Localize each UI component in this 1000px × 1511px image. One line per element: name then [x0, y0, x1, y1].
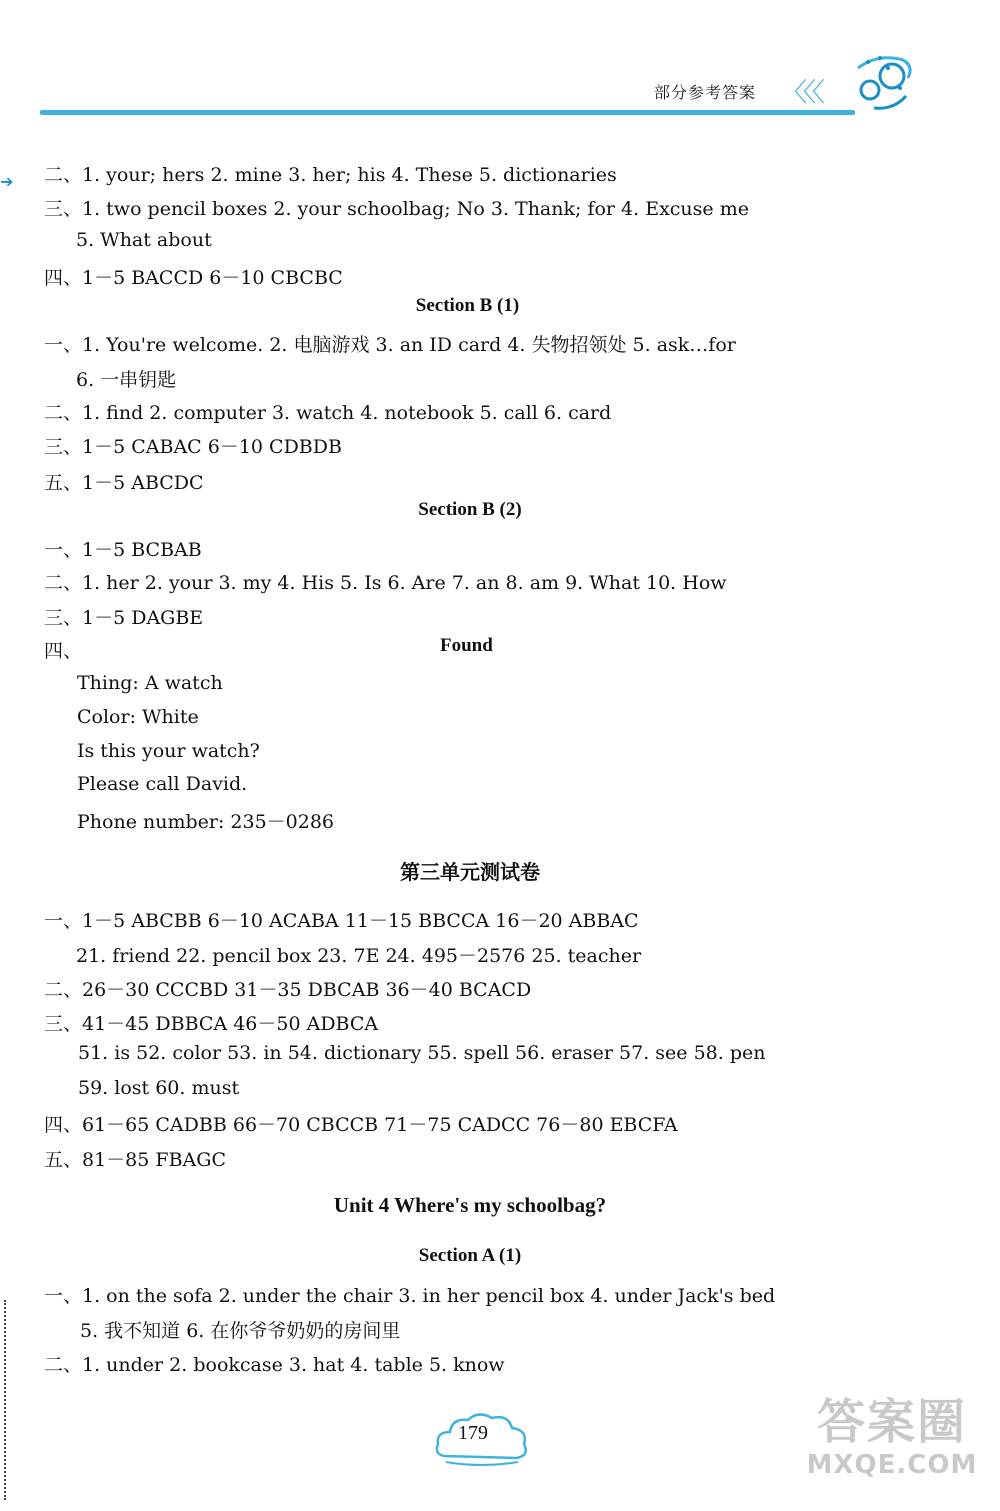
answer-line: 三、1－5 DAGBE — [44, 607, 204, 629]
answer-line: 二、26－30 CCCBD 31－35 DBCAB 36－40 BCACD — [44, 979, 532, 1001]
swirl-ornament-icon — [848, 48, 918, 118]
answer-line: 一、1. on the sofa 2. under the chair 3. in her pencil box 4. under Jack's bed — [44, 1285, 776, 1307]
answer-line: 5. 我不知道 6. 在你爷爷奶奶的房间里 — [80, 1320, 401, 1342]
section-heading: Section B (2) — [418, 499, 522, 520]
header-chevrons-icon: 〈〈〈 — [781, 78, 822, 108]
answer-line: 一、1－5 BCBAB — [44, 539, 202, 561]
notice-line: Thing: A watch — [77, 672, 223, 694]
answer-line: 二、1. her 2. your 3. my 4. His 5. Is 6. Are 7. an 8. am 9. What 10. How — [44, 572, 727, 594]
test-heading: 第三单元测试卷 — [400, 860, 540, 884]
answer-line: 5. What about — [76, 229, 212, 251]
answer-line: 四、1－5 BACCD 6－10 CBCBC — [44, 267, 343, 289]
answer-line: 二、1. find 2. computer 3. watch 4. notebook 5. call 6. card — [44, 402, 612, 424]
margin-dotted-line — [4, 1300, 8, 1500]
header-rule — [40, 110, 855, 115]
unit-heading: Unit 4 Where's my schoolbag? — [333, 1193, 607, 1217]
notice-line: Phone number: 235－0286 — [77, 811, 335, 833]
answer-line: 三、1. two pencil boxes 2. your schoolbag; No 3. Thank; for 4. Excuse me — [44, 198, 749, 220]
answer-line: 6. 一串钥匙 — [76, 369, 177, 391]
answer-line: 二、1. under 2. bookcase 3. hat 4. table 5. know — [44, 1354, 505, 1376]
page-number: 179 — [458, 1422, 488, 1444]
answer-line: 三、1－5 CABAC 6－10 CDBDB — [44, 436, 342, 458]
answer-line: 四、61－65 CADBB 66－70 CBCCB 71－75 CADCC 76－80 EBCFA — [44, 1114, 678, 1136]
answer-line: 二、1. your; hers 2. mine 3. her; his 4. These 5. dictionaries — [44, 164, 617, 186]
section-heading: Section B (1) — [415, 295, 520, 316]
notice-title: Found — [440, 635, 493, 656]
answer-line: 21. friend 22. pencil box 23. 7E 24. 495－2576 25. teacher — [76, 945, 642, 967]
notice-line: Color: White — [77, 706, 199, 728]
watermark-top: 答案圈 — [816, 1394, 967, 1450]
watermark-bottom: MXQE.COM — [806, 1450, 978, 1480]
section-heading: Section A (1) — [418, 1245, 522, 1266]
answer-line: 五、81－85 FBAGC — [44, 1149, 226, 1171]
answer-line: 一、1－5 ABCBB 6－10 ACABA 11－15 BBCCA 16－20 ABBAC — [44, 910, 639, 932]
answer-line: 三、41－45 DBBCA 46－50 ADBCA — [44, 1013, 379, 1035]
answer-line: 59. lost 60. must — [78, 1077, 240, 1099]
answer-line: 四、 — [44, 640, 83, 662]
answer-line: 一、1. You're welcome. 2. 电脑游戏 3. an ID card 4. 失物招领处 5. ask…for — [44, 334, 736, 356]
notice-line: Is this your watch? — [77, 740, 260, 762]
watermark — [792, 1394, 992, 1480]
answer-line: 51. is 52. color 53. in 54. dictionary 55. spell 56. eraser 57. see 58. pen — [78, 1042, 766, 1064]
notice-line: Please call David. — [77, 773, 248, 795]
header-title: 部分参考答案 — [654, 83, 757, 102]
margin-arrow-icon: ➔ — [0, 172, 14, 191]
answer-line: 五、1－5 ABCDC — [44, 472, 204, 494]
